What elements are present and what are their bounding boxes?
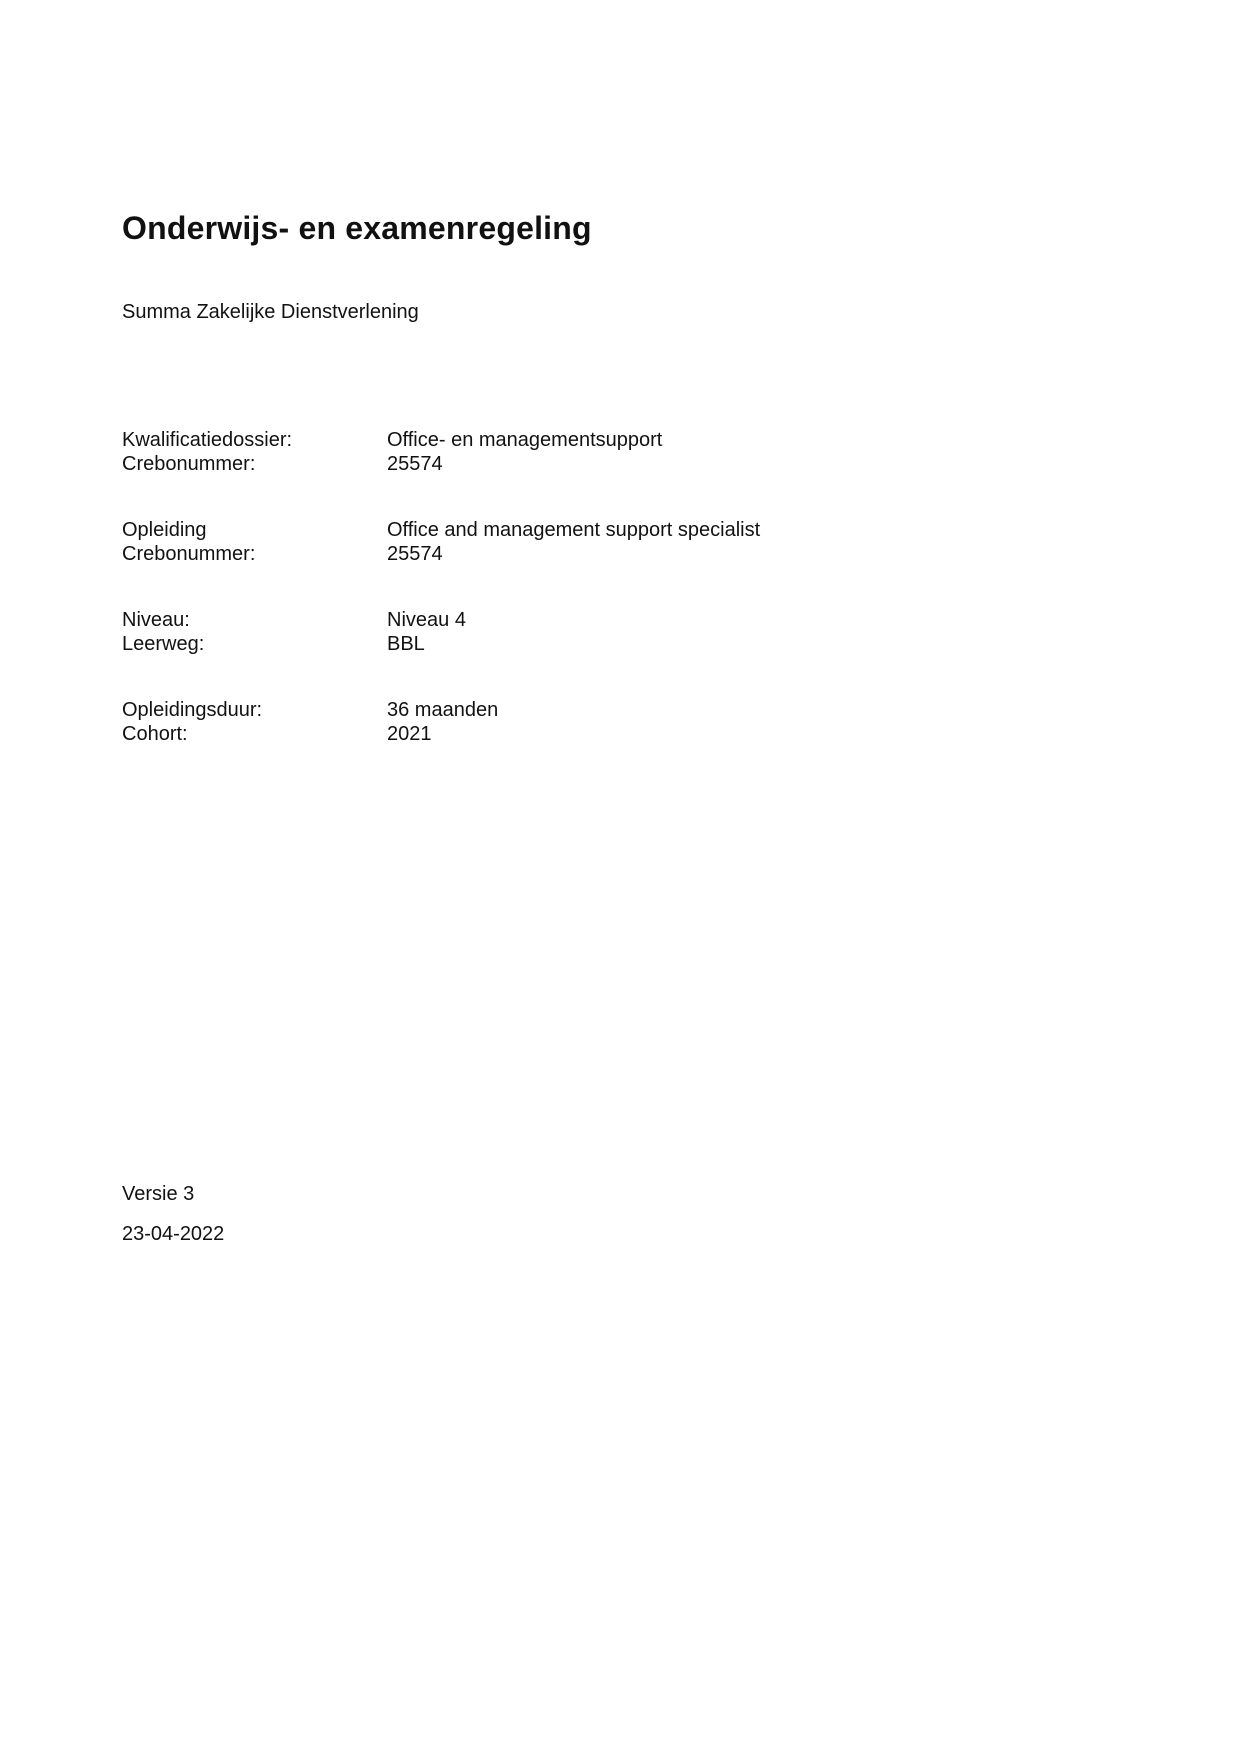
- info-value: 2021: [387, 723, 432, 745]
- info-row: [122, 722, 1022, 746]
- info-group-opleiding: [122, 518, 1022, 566]
- info-row: [122, 698, 1022, 722]
- document-version: Versie 3: [122, 1183, 195, 1205]
- info-group-opleidingsduur-cohort: [122, 698, 1022, 746]
- info-value: 25574: [387, 453, 443, 475]
- info-group-niveau-leerweg: [122, 608, 1022, 656]
- info-value: Niveau 4: [387, 609, 466, 631]
- info-group-kwalificatiedossier: [122, 428, 1022, 476]
- document-subtitle: Summa Zakelijke Dienstverlening: [122, 301, 419, 323]
- info-label: Cohort:: [122, 723, 188, 745]
- info-row: [122, 452, 1022, 476]
- info-label: Opleiding: [122, 519, 207, 541]
- info-value: 36 maanden: [387, 699, 499, 721]
- document-date: 23-04-2022: [122, 1223, 225, 1245]
- info-label: Crebonummer:: [122, 453, 256, 475]
- document-title: Onderwijs- en examenregeling: [122, 210, 592, 246]
- info-value: 25574: [387, 543, 443, 565]
- info-label: Niveau:: [122, 609, 190, 631]
- info-label: Kwalificatiedossier:: [122, 429, 293, 451]
- info-value: BBL: [387, 633, 425, 655]
- info-value: Office and management support specialist: [387, 519, 761, 541]
- info-row: [122, 608, 1022, 632]
- info-label: Crebonummer:: [122, 543, 256, 565]
- info-label: Leerweg:: [122, 633, 205, 655]
- info-row: [122, 428, 1022, 452]
- info-row: [122, 518, 1022, 542]
- info-row: [122, 632, 1022, 656]
- info-row: [122, 542, 1022, 566]
- info-label: Opleidingsduur:: [122, 699, 263, 721]
- document-info-section: [122, 428, 1022, 788]
- info-value: Office- en managementsupport: [387, 429, 663, 451]
